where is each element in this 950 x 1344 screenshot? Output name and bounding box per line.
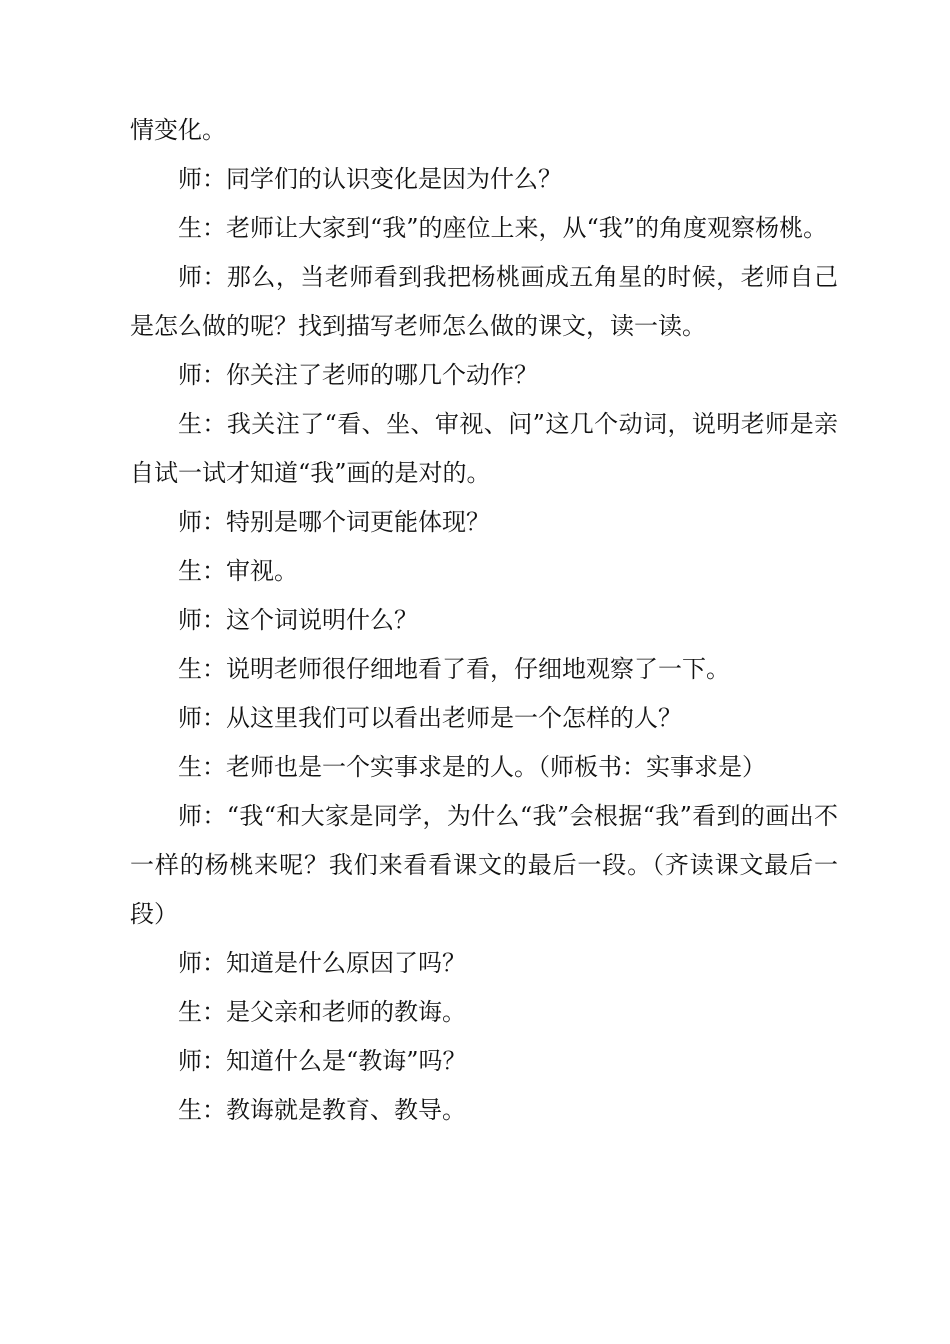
paragraph-7: 师：特别是哪个词更能体现？	[178, 508, 490, 536]
paragraph-5: 师：你关注了老师的哪几个动作？	[178, 361, 538, 389]
paragraph-9: 师：这个词说明什么？	[178, 606, 418, 634]
paragraph-11: 师：从这里我们可以看出老师是一个怎样的人？	[178, 704, 682, 732]
paragraph-17: 生：教诲就是教育、教导。	[178, 1096, 466, 1124]
paragraph-15: 生：是父亲和老师的教诲。	[178, 998, 466, 1026]
paragraph-2: 师：同学们的认识变化是因为什么？	[178, 165, 562, 193]
paragraph-16: 师：知道什么是“教诲”吗？	[178, 1047, 467, 1075]
paragraph-10: 生：说明老师很仔细地看了看，仔细地观察了一下。	[178, 655, 730, 683]
paragraph-4: 师：那么，当老师看到我把杨桃画成五角星的时候，老师自己是怎么做的呢？找到描写老师怎么做的课文，读一读。	[130, 263, 838, 340]
paragraph-14: 师：知道是什么原因了吗？	[178, 949, 466, 977]
paragraph-6: 生：我关注了“看、坐、审视、问”这几个动词，说明老师是亲自试一试才知道“我”画的是对的。	[130, 410, 838, 487]
paragraph-3: 生：老师让大家到“我”的座位上来，从“我”的角度观察杨桃。	[178, 214, 828, 242]
paragraph-8: 生：审视。	[178, 557, 298, 585]
document-page	[130, 106, 838, 1135]
paragraph-12: 生：老师也是一个实事求是的人。（师板书：实事求是）	[178, 753, 766, 781]
paragraph-13: 师：“我“和大家是同学，为什么“我”会根据“我”看到的画出不一样的杨桃来呢？我们来看看课文的最后一段。（齐读课文最后一段）	[130, 802, 838, 928]
paragraph-1: 情变化。	[130, 116, 226, 144]
